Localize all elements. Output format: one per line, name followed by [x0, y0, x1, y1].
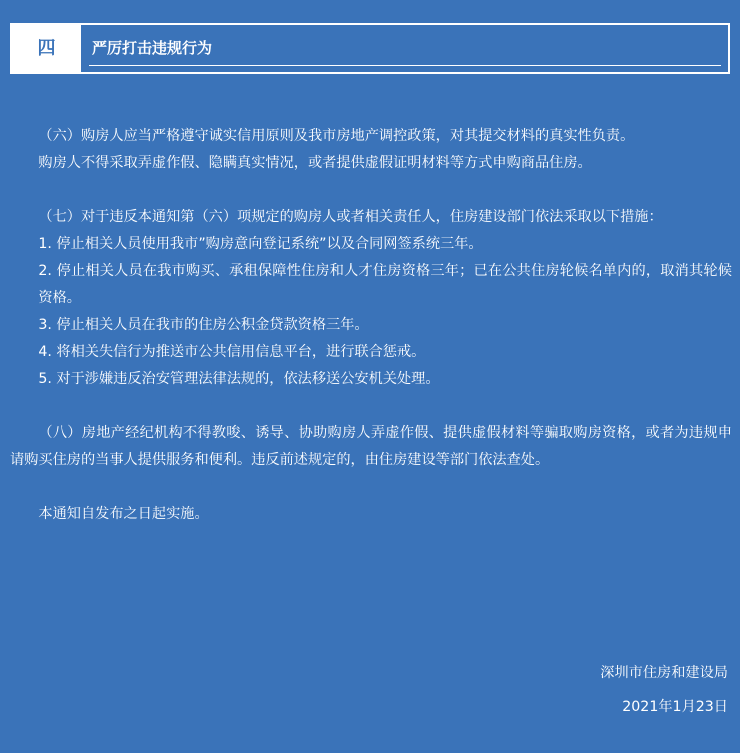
section-title: 严厉打击违规行为 — [92, 39, 213, 57]
section-underline — [89, 65, 721, 66]
paragraph-gap — [10, 177, 732, 204]
list-item: 2. 停止相关人员在我市购买、承租保障性住房和人才住房资格三年；已在公共住房轮候名单内的，取消其轮候资格。 — [38, 263, 732, 306]
list-item: 1. 停止相关人员使用我市”购房意向登记系统”以及合同网签系统三年。 — [38, 236, 483, 252]
list-item: 3. 停止相关人员在我市的住房公积金贷款资格三年。 — [38, 317, 369, 333]
document-body — [10, 123, 732, 528]
paragraph-6: （六）购房人应当严格遵守诚实信用原则及我市房地产调控政策，对其提交材料的真实性负责。 — [38, 128, 635, 144]
issue-date: 2021年1月23日 — [622, 699, 728, 715]
paragraph-8: （八）房地产经纪机构不得教唆、诱导、协助购房人弄虚作假、提供虚假材料等骗取购房资格，或者为违规申请购买住房的当事人提供服务和便利。违反前述规定的，由住房建设等部门依法查处。 — [10, 425, 732, 468]
closing-statement: 本通知自发布之日起实施。 — [38, 506, 209, 522]
paragraph-6-continued: 购房人不得采取弄虚作假、隐瞒真实情况，或者提供虚假证明材料等方式申购商品住房。 — [38, 155, 592, 171]
signature-block — [600, 656, 728, 724]
section-number: 四 — [12, 25, 81, 72]
paragraph-gap — [10, 474, 732, 501]
list-item: 5. 对于涉嫌违反治安管理法律法规的，依法移送公安机关处理。 — [38, 371, 440, 387]
list-item: 4. 将相关失信行为推送市公共信用信息平台，进行联合惩戒。 — [38, 344, 426, 360]
paragraph-7: （七）对于违反本通知第（六）项规定的购房人或者相关责任人，住房建设部门依法采取以下措施： — [38, 209, 663, 225]
section-header — [10, 23, 730, 74]
paragraph-gap — [10, 393, 732, 420]
issuer-name: 深圳市住房和建设局 — [600, 665, 728, 681]
